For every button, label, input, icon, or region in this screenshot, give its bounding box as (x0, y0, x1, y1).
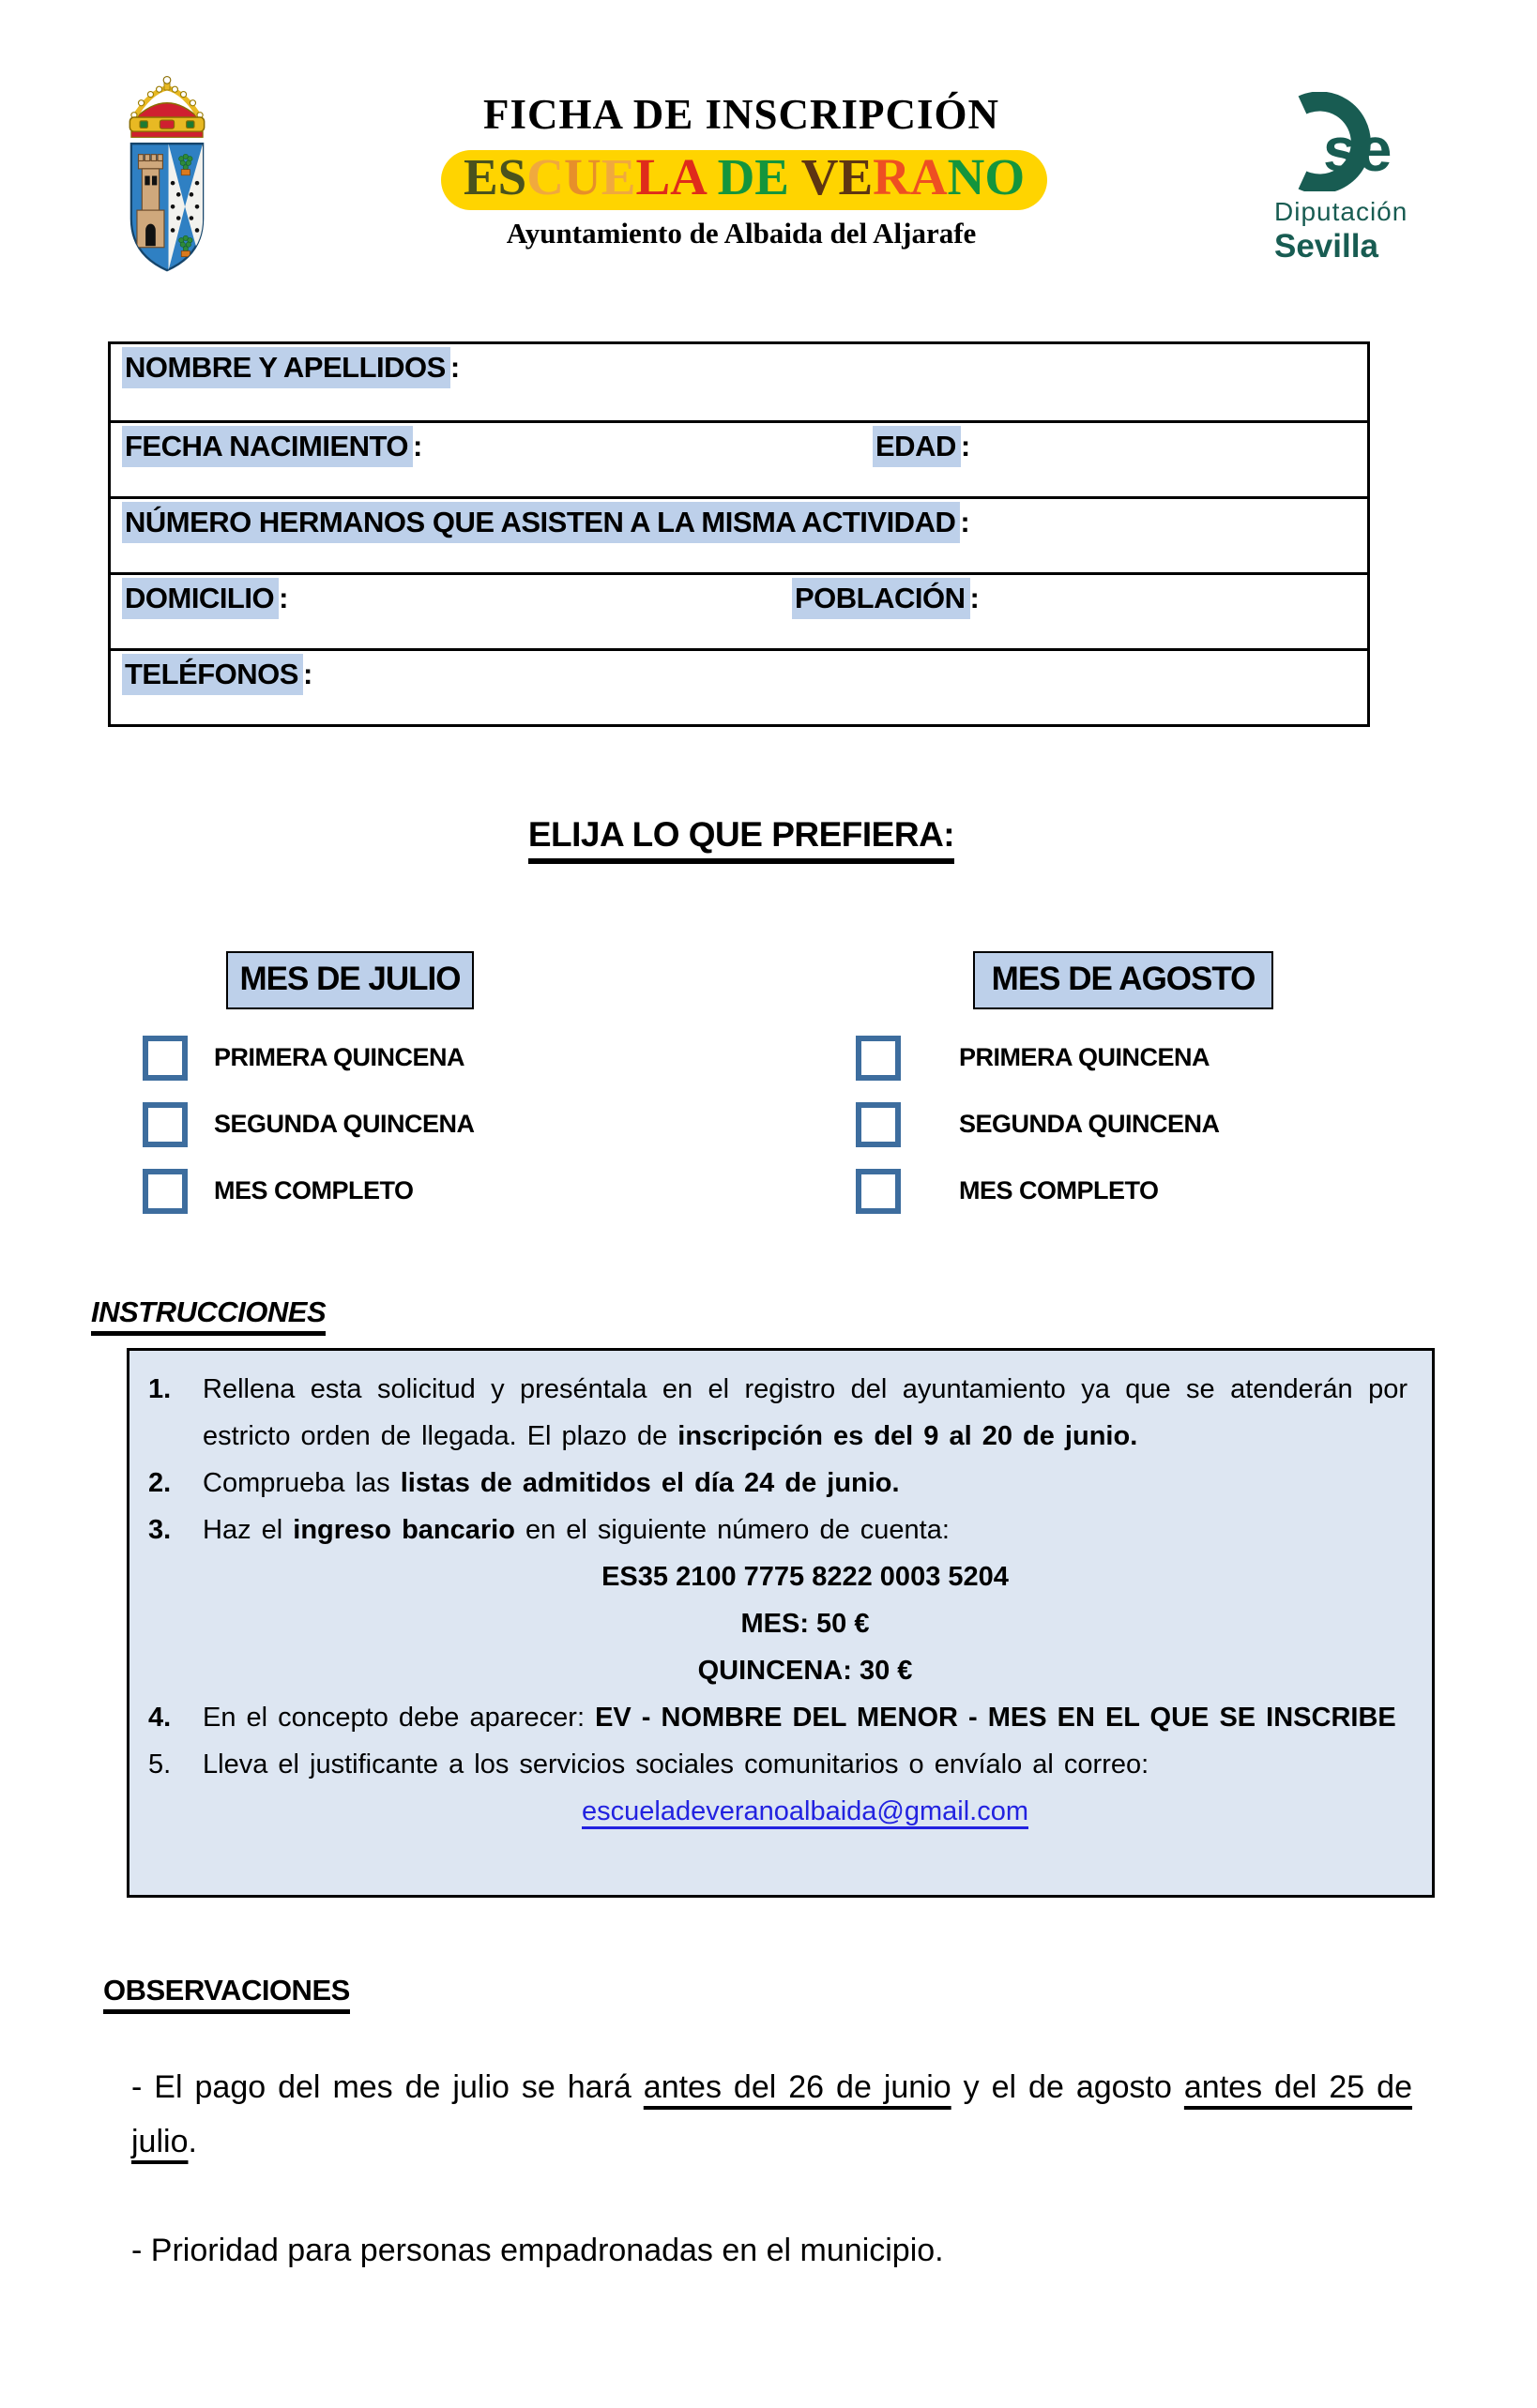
option-row-agosto-mes-completo (856, 1169, 1220, 1213)
instruction-body-3 (203, 1507, 1408, 1694)
subtitle: Ayuntamiento de Albaida del Aljarafe (506, 217, 977, 250)
escuela-de-verano-banner (441, 150, 1047, 210)
banner-letter-group: E (601, 148, 636, 205)
instruction-item-2 (148, 1460, 1408, 1507)
header (441, 91, 1042, 250)
text-segment: inscripción es del 9 al 20 de junio. (677, 1421, 1138, 1451)
choice-heading-wrap (441, 815, 1042, 855)
instruction-body-2 (203, 1460, 1408, 1507)
field-colon-telefonos: : (302, 658, 313, 690)
instruction-item-1 (148, 1366, 1408, 1460)
field-label-fecha-nacimiento: FECHA NACIMIENTO (122, 426, 413, 467)
field-label-numero-hermanos: NÚMERO HERMANOS QUE ASISTEN A LA MISMA ACTIVIDAD (122, 502, 960, 543)
option-label-agosto-primera-quincena: PRIMERA QUINCENA (959, 1043, 1210, 1071)
instruction-number-1: 1. (148, 1374, 172, 1404)
option-label-julio-primera-quincena: PRIMERA QUINCENA (214, 1043, 465, 1071)
observations-list (131, 2060, 1412, 2332)
text-segment: Comprueba las (203, 1468, 401, 1498)
form-row-domicilio[interactable] (111, 572, 1367, 648)
instruction-body-4 (203, 1694, 1408, 1741)
field-domicilio[interactable] (122, 582, 288, 615)
text-segment: en el siguiente número de cuenta: (514, 1515, 950, 1545)
banner-letter-group: LA (635, 148, 705, 205)
text-segment: ingreso bancario (293, 1515, 515, 1545)
text-segment: Prioridad para personas empadronadas en el municipio. (150, 2233, 944, 2268)
checkbox-agosto-mes-completo[interactable] (856, 1169, 901, 1214)
text-segment: Haz el (203, 1515, 294, 1545)
field-label-telefonos: TELÉFONOS (122, 654, 303, 695)
checkbox-agosto-segunda-quincena[interactable] (856, 1102, 901, 1147)
field-label-edad: EDAD (873, 426, 961, 467)
field-colon-domicilio: : (279, 582, 289, 614)
instructions-box (127, 1348, 1435, 1898)
bullet-dash: - (131, 2069, 155, 2105)
svg-text:se: se (1323, 114, 1392, 184)
options-julio (143, 1036, 475, 1235)
personal-data-table (108, 341, 1370, 727)
field-telefonos[interactable] (122, 658, 312, 691)
option-label-agosto-mes-completo: MES COMPLETO (959, 1176, 1159, 1204)
email-line (203, 1788, 1408, 1835)
text-segment: y el de agosto (951, 2069, 1184, 2105)
text-segment: En el concepto debe aparecer: (203, 1703, 596, 1733)
form-row-nombre-y-apellidos[interactable] (111, 344, 1367, 420)
instruction-center-line-2: MES: 50 € (740, 1609, 870, 1639)
text-segment: antes del 25 de julio (131, 2069, 1412, 2159)
text-segment: El pago del mes de julio se hará (154, 2069, 644, 2105)
checkbox-agosto-primera-quincena[interactable] (856, 1036, 901, 1081)
observation-bullet-1 (131, 2060, 1412, 2169)
text-segment: listas de admitidos el día 24 de junio. (400, 1468, 900, 1498)
text-segment: . (188, 2124, 197, 2159)
field-label-poblacion: POBLACIÓN (792, 578, 970, 619)
instruction-number-5: 5. (148, 1749, 172, 1779)
instruction-number-4: 4. (148, 1703, 172, 1733)
dse-mark-icon (1274, 92, 1408, 191)
banner-letter-group: RA (873, 148, 948, 205)
field-fecha-nacimiento[interactable] (122, 430, 422, 463)
instruction-number-3: 3. (148, 1515, 172, 1545)
page-title: FICHA DE INSCRIPCIÓN (482, 91, 1000, 138)
instruction-body-1 (203, 1366, 1408, 1460)
text-segment: Lleva el justificante a los servicios sociales comunitarios o envíalo al correo: (203, 1749, 1149, 1779)
instruction-center-line-3: QUINCENA: 30 € (697, 1656, 913, 1686)
field-colon-fecha-nacimiento: : (413, 430, 423, 462)
field-colon-edad: : (960, 430, 971, 462)
instructions-heading: INSTRUCCIONES (91, 1295, 326, 1336)
field-edad[interactable] (873, 430, 970, 463)
coat-of-arms-icon (110, 75, 224, 277)
text-segment: EV - NOMBRE DEL MENOR - MES EN EL QUE SE INSCRIBE (595, 1703, 1396, 1733)
instruction-text-3 (203, 1507, 1408, 1553)
banner-letter-group: DE (704, 148, 789, 205)
logo-line1: Diputación (1274, 197, 1408, 226)
banner-letter-group: C (526, 148, 565, 205)
field-nombre-y-apellidos[interactable] (122, 351, 460, 385)
bullet-dash: - (131, 2233, 151, 2268)
option-row-julio-primera-quincena (143, 1036, 475, 1080)
banner-letter-group: NO (947, 148, 1026, 205)
banner-letter-group: U (564, 148, 601, 205)
observations-heading-wrap (103, 1974, 350, 2007)
option-row-agosto-primera-quincena (856, 1036, 1220, 1080)
instruction-text-5 (203, 1741, 1408, 1788)
instruction-item-3 (148, 1507, 1408, 1694)
banner-letter-group: ES (464, 148, 527, 205)
diputacion-sevilla-logo (1274, 92, 1434, 265)
instruction-number-2: 2. (148, 1468, 172, 1498)
option-row-julio-segunda-quincena (143, 1102, 475, 1146)
form-row-fecha-nacimiento[interactable] (111, 420, 1367, 496)
month-header-julio: MES DE JULIO (226, 951, 474, 1009)
text-segment: antes del 26 de junio (643, 2069, 951, 2105)
checkbox-julio-primera-quincena[interactable] (143, 1036, 188, 1081)
field-label-domicilio: DOMICILIO (122, 578, 279, 619)
logo-line2: Sevilla (1274, 228, 1378, 265)
text-segment: Rellena esta solicitud y preséntala en el registro del ayuntamiento ya que se atenderán por estricto orden de llegada. El plazo de (203, 1374, 1408, 1451)
coat-of-arms (110, 75, 224, 277)
observations-heading: OBSERVACIONES (103, 1974, 350, 2014)
instruction-text-4 (203, 1694, 1408, 1741)
checkbox-julio-mes-completo[interactable] (143, 1169, 188, 1214)
field-numero-hermanos[interactable] (122, 506, 970, 539)
field-label-nombre-y-apellidos: NOMBRE Y APELLIDOS (122, 347, 450, 388)
checkbox-julio-segunda-quincena[interactable] (143, 1102, 188, 1147)
instruction-text-1 (203, 1366, 1408, 1460)
instruction-body-5 (203, 1741, 1408, 1835)
month-header-agosto: MES DE AGOSTO (973, 951, 1273, 1009)
instruction-center-line-1: ES35 2100 7775 8222 0003 5204 (601, 1562, 1009, 1592)
observation-bullet-2 (131, 2223, 1412, 2278)
instruction-text-2 (203, 1460, 1408, 1507)
options-agosto (856, 1036, 1220, 1235)
option-label-agosto-segunda-quincena: SEGUNDA QUINCENA (959, 1110, 1220, 1138)
option-label-julio-mes-completo: MES COMPLETO (214, 1176, 414, 1204)
field-colon-poblacion: : (969, 582, 980, 614)
field-colon-nombre-y-apellidos: : (449, 351, 461, 384)
field-colon-numero-hermanos: : (960, 506, 970, 538)
email-link[interactable]: escueladeveranoalbaida@gmail.com (582, 1796, 1028, 1826)
instruction-item-5 (148, 1741, 1408, 1835)
instructions-heading-wrap (91, 1295, 326, 1329)
choice-heading: ELIJA LO QUE PREFIERA: (528, 815, 954, 864)
instruction-item-4 (148, 1694, 1408, 1741)
form-row-numero-hermanos[interactable] (111, 496, 1367, 572)
field-poblacion[interactable] (792, 582, 980, 615)
form-row-telefonos[interactable] (111, 648, 1367, 724)
banner-letter-group: VE (788, 148, 874, 205)
option-row-julio-mes-completo (143, 1169, 475, 1213)
option-label-julio-segunda-quincena: SEGUNDA QUINCENA (214, 1110, 475, 1138)
option-row-agosto-segunda-quincena (856, 1102, 1220, 1146)
